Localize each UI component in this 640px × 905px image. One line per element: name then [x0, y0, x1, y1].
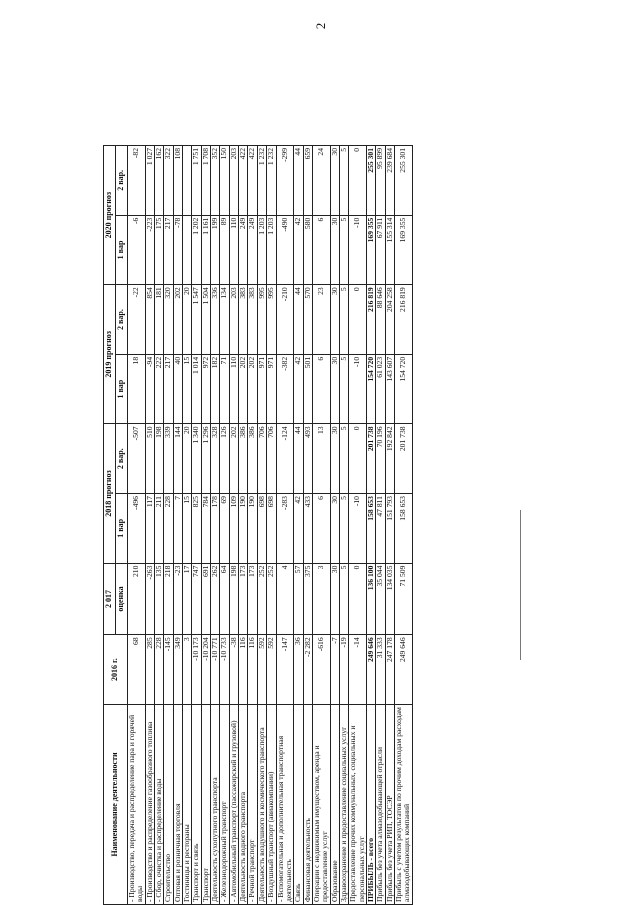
value-cell: 247 178: [385, 635, 394, 705]
value-cell: -10: [349, 354, 367, 424]
value-cell: 217: [164, 215, 173, 285]
value-cell: -14: [349, 635, 367, 705]
value-cell: 592: [267, 635, 276, 705]
table-row: [239, 146, 248, 905]
value-cell: -10 173: [192, 635, 201, 705]
value-cell: 136 100: [366, 563, 375, 635]
value-cell: 116: [248, 635, 257, 705]
value-cell: 173: [239, 563, 248, 635]
value-cell: 42: [294, 215, 303, 285]
value-cell: 182: [211, 354, 220, 424]
value-cell: 162: [155, 146, 164, 216]
value-cell: 255 301: [366, 146, 375, 216]
value-cell: 1 014: [192, 354, 201, 424]
table-row: [312, 146, 330, 905]
value-cell: 175: [155, 215, 164, 285]
value-cell: 228: [155, 635, 164, 705]
value-cell: 68: [128, 635, 146, 705]
activity-name-cell: Деятельность воздушного и космического транспорта: [257, 704, 266, 904]
value-cell: 198: [155, 424, 164, 494]
value-cell: -616: [312, 635, 330, 705]
activity-name-cell: Деятельность сухопутного транспорта: [211, 704, 220, 904]
value-cell: 30: [330, 563, 339, 635]
value-cell: -496: [128, 494, 146, 564]
table-row: [267, 146, 276, 905]
table-row: [248, 146, 257, 905]
value-cell: 218: [164, 563, 173, 635]
value-cell: 158 653: [366, 494, 375, 564]
page-number: [309, 18, 333, 38]
table-row: [330, 146, 339, 905]
value-cell: 239 684: [385, 146, 394, 216]
value-cell: 192 842: [385, 424, 394, 494]
value-cell: -10: [349, 494, 367, 564]
header-activity-name: Наименование деятельности: [104, 704, 128, 904]
value-cell: 5: [339, 285, 348, 355]
value-cell: 386: [248, 424, 257, 494]
value-cell: 328: [211, 424, 220, 494]
value-cell: 154 720: [366, 354, 375, 424]
value-cell: 202: [239, 354, 248, 424]
value-cell: 0: [349, 285, 367, 355]
value-cell: 570: [303, 285, 312, 355]
value-cell: 255 301: [394, 146, 412, 216]
value-cell: 4: [276, 563, 294, 635]
value-cell: 42: [294, 494, 303, 564]
table-row: [349, 146, 367, 905]
activity-name-cell: - Автомобильный транспорт (пассажирский и грузовой): [229, 704, 238, 904]
value-cell: 336: [211, 285, 220, 355]
value-cell: 285: [145, 635, 154, 705]
value-cell: 659: [303, 146, 312, 216]
table-row: [229, 146, 238, 905]
value-cell: 17: [183, 563, 192, 635]
value-cell: 1 203: [267, 215, 276, 285]
table-row: [164, 146, 173, 905]
value-cell: 216 819: [366, 285, 375, 355]
activity-name-cell: Прибыль без учета РИП, ТОСЭР: [385, 704, 394, 904]
activity-name-cell: Оптовая и розничная торговля: [173, 704, 182, 904]
value-cell: 201 738: [394, 424, 412, 494]
value-cell: 135: [155, 563, 164, 635]
table-body: [128, 146, 413, 905]
value-cell: -490: [276, 215, 294, 285]
value-cell: -94: [145, 354, 154, 424]
value-cell: 3: [183, 635, 192, 705]
value-cell: 169 355: [366, 215, 375, 285]
value-cell: 5: [339, 354, 348, 424]
value-cell: 181: [155, 285, 164, 355]
value-cell: -22: [128, 285, 146, 355]
value-cell: 1 027: [145, 146, 154, 216]
table-row: [173, 146, 182, 905]
value-cell: 30: [330, 146, 339, 216]
value-cell: 971: [267, 354, 276, 424]
value-cell: 747: [192, 563, 201, 635]
activity-name-cell: ПРИБЫЛЬ - всего: [366, 704, 375, 904]
value-cell: 249: [248, 215, 257, 285]
value-cell: 1 232: [267, 146, 276, 216]
activity-table: [103, 145, 413, 905]
value-cell: -10: [349, 215, 367, 285]
table-row: [276, 146, 294, 905]
value-cell: 5: [339, 563, 348, 635]
page-number-text: 2: [313, 22, 328, 30]
value-cell: 15: [183, 494, 192, 564]
value-cell: 422: [239, 146, 248, 216]
value-cell: 134 035: [385, 563, 394, 635]
value-cell: -7: [330, 635, 339, 705]
header-2019-forecast: 2019 прогноз: [104, 285, 116, 424]
activity-name-cell: Прибыль с учетом результатов по прочим доходам расходам алмазодобывающих компаний: [394, 704, 412, 904]
value-cell: 249: [239, 215, 248, 285]
value-cell: 201 738: [366, 424, 375, 494]
activity-name-cell: - Речной транспорт: [248, 704, 257, 904]
activity-name-cell: - Воздушный транспорт (авиакомпании): [267, 704, 276, 904]
activity-name-cell: Транспорт: [201, 704, 210, 904]
value-cell: 210: [128, 563, 146, 635]
value-cell: 995: [267, 285, 276, 355]
header-2019-v2: 2 вар.: [116, 285, 128, 355]
value-cell: 493: [303, 424, 312, 494]
value-cell: 995: [257, 285, 266, 355]
value-cell: -23: [173, 563, 182, 635]
value-cell: 31 333: [376, 635, 385, 705]
activity-name-cell: Гостиницы и рестораны: [183, 704, 192, 904]
value-cell: 322: [164, 146, 173, 216]
value-cell: 64: [220, 563, 229, 635]
value-cell: 222: [155, 354, 164, 424]
value-cell: 203: [229, 146, 238, 216]
value-cell: 144: [173, 424, 182, 494]
value-cell: 383: [239, 285, 248, 355]
header-2019-v1: 1 вар: [116, 354, 128, 424]
value-cell: 386: [239, 424, 248, 494]
value-cell: 1 161: [201, 215, 210, 285]
value-cell: 228: [164, 494, 173, 564]
value-cell: 108: [173, 146, 182, 216]
value-cell: 95 899: [376, 146, 385, 216]
value-cell: 0: [349, 146, 367, 216]
value-cell: 592: [257, 635, 266, 705]
value-cell: 375: [303, 563, 312, 635]
value-cell: 143 607: [385, 354, 394, 424]
activity-name-cell: Образование: [330, 704, 339, 904]
header-2020-v1: 1 вар: [116, 215, 128, 285]
value-cell: 352: [211, 146, 220, 216]
value-cell: -507: [128, 424, 146, 494]
value-cell: 252: [267, 563, 276, 635]
value-cell: 134: [220, 285, 229, 355]
value-cell: 339: [164, 424, 173, 494]
value-cell: 691: [201, 563, 210, 635]
value-cell: 36: [294, 635, 303, 705]
value-cell: 202: [173, 285, 182, 355]
value-cell: 178: [211, 494, 220, 564]
header-2017-estimate: оценка: [116, 563, 128, 635]
value-cell: 501: [303, 354, 312, 424]
value-cell: 154 720: [394, 354, 412, 424]
activity-name-cell: - Сбор, очистка и распределение воды: [155, 704, 164, 904]
value-cell: 203: [229, 285, 238, 355]
value-cell: 42: [294, 354, 303, 424]
value-cell: 110: [229, 215, 238, 285]
value-cell: 30: [330, 354, 339, 424]
table-row: [155, 146, 164, 905]
value-cell: 61 023: [376, 354, 385, 424]
value-cell: 70 196: [376, 424, 385, 494]
activity-name-cell: Операции с недвижимым имуществом, аренда и предоставление услуг: [312, 704, 330, 904]
value-cell: 47 811: [376, 494, 385, 564]
value-cell: -210: [276, 285, 294, 355]
value-cell: 784: [201, 494, 210, 564]
value-cell: -223: [145, 215, 154, 285]
activity-name-cell: - Производство, передача и распределение пара и горячей воды: [128, 704, 146, 904]
value-cell: 216 819: [394, 285, 412, 355]
table-row: [376, 146, 385, 905]
table-row: [192, 146, 201, 905]
value-cell: 89: [220, 215, 229, 285]
activity-name-cell: Строительство: [164, 704, 173, 904]
activity-name-cell: Финансовая деятельность: [303, 704, 312, 904]
value-cell: 30: [330, 285, 339, 355]
value-cell: 155 314: [385, 215, 394, 285]
value-cell: -10 733: [220, 635, 229, 705]
value-cell: 23: [312, 285, 330, 355]
rotated-table-container: [103, 145, 533, 905]
value-cell: 202: [229, 424, 238, 494]
header-2017: 2 017: [104, 563, 116, 635]
value-cell: 109: [229, 494, 238, 564]
value-cell: 71 509: [394, 563, 412, 635]
value-cell: 262: [211, 563, 220, 635]
value-cell: -6: [128, 215, 146, 285]
value-cell: 825: [192, 494, 201, 564]
value-cell: 150: [220, 146, 229, 216]
value-cell: 71: [220, 354, 229, 424]
value-cell: -299: [276, 146, 294, 216]
value-cell: 580: [303, 215, 312, 285]
value-cell: 18: [128, 354, 146, 424]
value-cell: 510: [145, 424, 154, 494]
value-cell: -10 204: [201, 635, 210, 705]
value-cell: -382: [276, 354, 294, 424]
value-cell: 6: [312, 354, 330, 424]
value-cell: 110: [229, 354, 238, 424]
value-cell: 698: [267, 494, 276, 564]
activity-name-cell: - Вспомогательная и дополнительная транспортная деятельность: [276, 704, 294, 904]
table-row: [220, 146, 229, 905]
activity-name-cell: Прибыль без учета алмазодобывающей отрасли: [376, 704, 385, 904]
value-cell: 1 340: [192, 424, 201, 494]
value-cell: 40: [173, 354, 182, 424]
value-cell: 30: [330, 494, 339, 564]
table-row: [128, 146, 146, 905]
value-cell: 1 504: [201, 285, 210, 355]
value-cell: 1 296: [201, 424, 210, 494]
activity-name-cell: Транспорт и связь: [192, 704, 201, 904]
value-cell: -283: [276, 494, 294, 564]
value-cell: 24: [312, 146, 330, 216]
value-cell: 202: [248, 354, 257, 424]
value-cell: -10 771: [211, 635, 220, 705]
value-cell: 706: [267, 424, 276, 494]
value-cell: 3: [312, 563, 330, 635]
value-cell: 67 911: [376, 215, 385, 285]
value-cell: 5: [339, 215, 348, 285]
value-cell: -263: [145, 563, 154, 635]
value-cell: 249 646: [366, 635, 375, 705]
value-cell: 1 202: [192, 215, 201, 285]
table-row: [294, 146, 303, 905]
value-cell: -147: [276, 635, 294, 705]
header-2020-forecast: 2020 прогноз: [104, 146, 116, 285]
table-row: [303, 146, 312, 905]
header-2018-forecast: 2018 прогноз: [104, 424, 116, 563]
value-cell: 6: [312, 494, 330, 564]
value-cell: 698: [257, 494, 266, 564]
value-cell: 20: [183, 285, 192, 355]
value-cell: 169 355: [394, 215, 412, 285]
value-cell: 30: [330, 215, 339, 285]
value-cell: 117: [145, 494, 154, 564]
value-cell: 320: [164, 285, 173, 355]
value-cell: 7: [173, 494, 182, 564]
activity-name-cell: - Железнодорожный транспорт: [220, 704, 229, 904]
header-2018-v1: 1 вар: [116, 494, 128, 564]
value-cell: -38: [229, 635, 238, 705]
value-cell: 349: [173, 635, 182, 705]
value-cell: 158 653: [394, 494, 412, 564]
value-cell: 5: [339, 146, 348, 216]
value-cell: 1 751: [192, 146, 201, 216]
value-cell: 1 203: [257, 215, 266, 285]
value-cell: 211: [155, 494, 164, 564]
value-cell: -82: [128, 146, 146, 216]
value-cell: 15: [183, 354, 192, 424]
value-cell: -19: [339, 635, 348, 705]
value-cell: 35 044: [376, 563, 385, 635]
value-cell: -124: [276, 424, 294, 494]
header-2016: 2016 г.: [104, 635, 128, 705]
value-cell: 88 646: [376, 285, 385, 355]
value-cell: 6: [312, 215, 330, 285]
table-row: [211, 146, 220, 905]
value-cell: 44: [294, 146, 303, 216]
value-cell: 854: [145, 285, 154, 355]
activity-name-cell: Деятельность водного транспорта: [239, 704, 248, 904]
value-cell: 126: [220, 424, 229, 494]
value-cell: 69: [220, 494, 229, 564]
value-cell: 1 547: [192, 285, 201, 355]
value-cell: -145: [164, 635, 173, 705]
header-2018-v2: 2 вар.: [116, 424, 128, 494]
value-cell: 1 708: [201, 146, 210, 216]
activity-name-cell: Связь: [294, 704, 303, 904]
value-cell: 252: [257, 563, 266, 635]
value-cell: 57: [294, 563, 303, 635]
value-cell: 706: [257, 424, 266, 494]
value-cell: 0: [349, 563, 367, 635]
value-cell: 433: [303, 494, 312, 564]
value-cell: 190: [248, 494, 257, 564]
header-2020-v2: 2 вар.: [116, 146, 128, 216]
value-cell: 217: [164, 354, 173, 424]
table-row: [183, 146, 192, 905]
value-cell: 422: [248, 146, 257, 216]
value-cell: 204 258: [385, 285, 394, 355]
value-cell: 5: [339, 424, 348, 494]
value-cell: -78: [173, 215, 182, 285]
value-cell: 5: [339, 494, 348, 564]
value-cell: 173: [248, 563, 257, 635]
value-cell: 1 232: [257, 146, 266, 216]
activity-name-cell: Здравоохранение и предоставление социальных услуг: [339, 704, 348, 904]
value-cell: 44: [294, 424, 303, 494]
value-cell: 20: [183, 424, 192, 494]
value-cell: 199: [211, 215, 220, 285]
activity-name-cell: - Производство и распределение газообразного топлива: [145, 704, 154, 904]
value-cell: -2 282: [303, 635, 312, 705]
table-row: [394, 146, 412, 905]
value-cell: 44: [294, 285, 303, 355]
value-cell: 151 793: [385, 494, 394, 564]
value-cell: 198: [229, 563, 238, 635]
value-cell: 0: [349, 424, 367, 494]
value-cell: 249 646: [394, 635, 412, 705]
value-cell: 190: [239, 494, 248, 564]
value-cell: 972: [201, 354, 210, 424]
value-cell: 383: [248, 285, 257, 355]
value-cell: 971: [257, 354, 266, 424]
value-cell: 30: [330, 424, 339, 494]
value-cell: 13: [312, 424, 330, 494]
value-cell: 116: [239, 635, 248, 705]
activity-name-cell: Предоставление прочих коммунальных, социальных и персональных услуг: [349, 704, 367, 904]
